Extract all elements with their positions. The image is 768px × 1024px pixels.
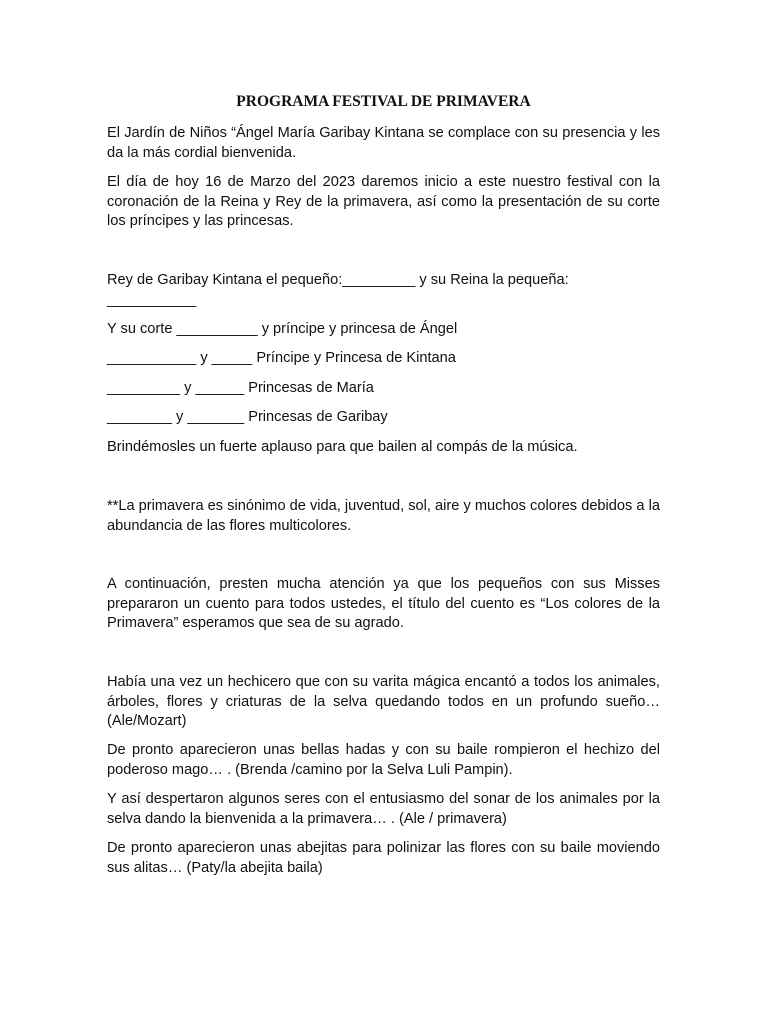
story-paragraph-3: Y así despertaron algunos seres con el entusiasmo del sonar de los animales por la selva dando la bienvenida a la primavera… . (Ale / primavera): [107, 791, 660, 827]
story-paragraph-2: De pronto aparecieron unas bellas hadas y con su baile rompieron el hechizo del poderoso mago… . (Brenda /camino por la Selva Luli Pampin).: [107, 742, 660, 778]
court-line-1: Y su corte __________ y príncipe y princesa de Ángel: [107, 321, 458, 337]
court-line-3: _________ y ______ Princesas de María: [107, 380, 374, 396]
applause-line: Brindémosles un fuerte aplauso para que bailen al compás de la música.: [107, 439, 578, 455]
welcome-paragraph: El Jardín de Niños “Ángel María Garibay Kintana se complace con su presencia y les da la más cordial bienvenida.: [107, 125, 660, 161]
story-paragraph-1: Había una vez un hechicero que con su varita mágica encantó a todos los animales, árboles, flores y criaturas de la selva quedando todos en un profundo sueño… (Ale/Mozart): [107, 674, 660, 730]
intro-paragraph: El día de hoy 16 de Marzo del 2023 daremos inicio a este nuestro festival con la coronación de la Reina y Rey de la primavera, así como la presentación de su corte los príncipes y las princesas.: [107, 174, 660, 230]
story-intro-paragraph: A continuación, presten mucha atención ya que los pequeños con sus Misses prepararon un cuento para todos ustedes, el título del cuento es “Los colores de la Primavera” esperamos que sea de su agrado.: [107, 576, 660, 632]
story-paragraph-4: De pronto aparecieron unas abejitas para polinizar las flores con su baile moviendo sus alitas… (Paty/la abejita baila): [107, 840, 660, 876]
king-queen-line: Rey de Garibay Kintana el pequeño:_________ y su Reina la pequeña: ___________: [107, 272, 569, 308]
court-line-2: ___________ y _____ Príncipe y Princesa de Kintana: [107, 350, 456, 366]
document-title: PROGRAMA FESTIVAL DE PRIMAVERA: [236, 93, 531, 110]
spring-paragraph: **La primavera es sinónimo de vida, juventud, sol, aire y muchos colores debidos a la abundancia de las flores multicolores.: [107, 498, 660, 534]
court-line-4: ________ y _______ Princesas de Garibay: [107, 409, 388, 425]
